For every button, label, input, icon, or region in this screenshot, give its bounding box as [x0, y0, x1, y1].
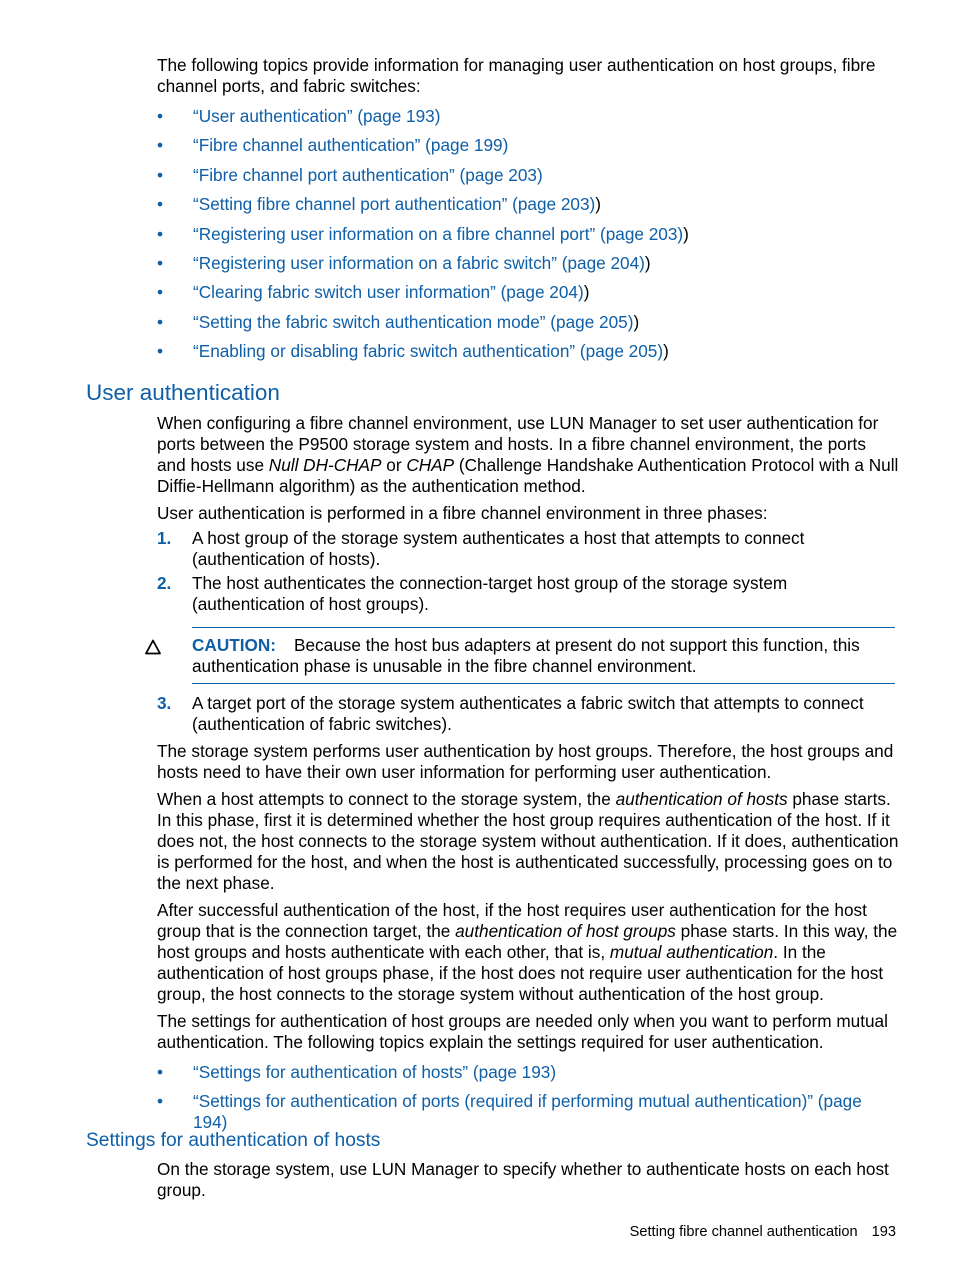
step-text: A host group of the storage system authenticates a host that attempts to connect (authentication of hosts).	[192, 528, 805, 569]
settings-link[interactable]: “Settings for authentication of ports (required if performing mutual authentication)” (page 194)	[193, 1091, 862, 1133]
step-number: 2.	[157, 573, 172, 593]
settings-link-list	[157, 1062, 899, 1133]
list-item	[157, 1091, 899, 1133]
settings-link[interactable]: “Settings for authentication of hosts” (page 193)	[193, 1062, 557, 1082]
caution-label: CAUTION:	[192, 635, 277, 655]
text-run: or	[381, 455, 407, 475]
step-number: 1.	[157, 528, 172, 548]
step-text: The host authenticates the connection-target host group of the storage system (authentication of host groups).	[192, 573, 788, 614]
bullet-icon: •	[157, 1091, 164, 1112]
bullet-icon: •	[157, 282, 164, 303]
text-run: . In the authentication of host groups phase, if the host does not require user authentication for the host group, the host connects to the storage system without authentication of the host group.	[157, 942, 884, 1004]
bullet-icon: •	[157, 164, 164, 185]
topic-link[interactable]: “Clearing fabric switch user information” (page 204)	[193, 282, 584, 303]
link-suffix: )	[633, 311, 640, 332]
footer-title: Setting fibre channel authentication	[629, 1224, 858, 1240]
bullet-icon: •	[157, 223, 164, 244]
warning-triangle-icon	[144, 638, 162, 656]
link-suffix: )	[663, 341, 669, 362]
step-number: 3.	[157, 693, 172, 713]
text-run: When configuring a fibre channel environment, use LUN Manager to set user authentication for ports between the P9500 storage system and hosts. In a fibre channel environment, the ports and hosts use	[157, 413, 879, 475]
config-paragraph	[157, 413, 899, 497]
list-item	[157, 224, 899, 253]
hosts-paragraph: On the storage system, use LUN Manager to specify whether to authenticate hosts on each host group.	[157, 1159, 889, 1200]
step-text: A target port of the storage system authenticates a fabric switch that attempts to connect (authentication of fabric switches).	[192, 693, 864, 734]
bullet-icon: •	[157, 341, 164, 362]
bullet-icon: •	[157, 1062, 164, 1082]
page-number: 193	[871, 1224, 896, 1240]
topic-link-list	[157, 106, 899, 371]
step-item	[157, 573, 899, 615]
list-item	[157, 1062, 899, 1091]
subsection-heading: Settings for authentication of hosts	[86, 1130, 381, 1151]
text-run: phase starts. In this phase, first it is determined whether the host group requires authentication of the host. If it does not, the host connects to the storage system without authentication. If it does, authentication is performed for the host, and when the host is authenticated successfully, processing goes on to the next phase.	[157, 789, 899, 893]
text-run: (Challenge Handshake Authentication Protocol with a Null Diffie-Hellmann algorithm) as the authentication method.	[157, 455, 899, 496]
topic-link[interactable]: “Registering user information on a fibre channel port” (page 203)	[193, 223, 684, 244]
host-groups-paragraph: The storage system performs user authentication by host groups. Therefore, the host groups and hosts need to have their own user information for performing user authentication.	[157, 741, 894, 782]
link-suffix: )	[595, 194, 601, 215]
emphasis: Null DH-CHAP	[268, 455, 382, 475]
caution-box	[192, 627, 895, 684]
list-item	[157, 341, 899, 370]
text-run: phase starts. In this way, the host groups and hosts authenticate with each other, that is,	[157, 921, 898, 962]
topic-link[interactable]: “Enabling or disabling fabric switch authentication” (page 205)	[193, 341, 664, 362]
list-item	[157, 165, 899, 194]
link-suffix: )	[683, 223, 689, 244]
topic-link[interactable]: “User authentication” (page 193)	[193, 106, 441, 126]
topic-link[interactable]: “Fibre channel port authentication” (page 203)	[193, 164, 543, 185]
bullet-icon: •	[157, 311, 164, 332]
text-run: After successful authentication of the host, if the host requires user authentication for the host group that is the connection target, the	[157, 900, 867, 941]
section-heading: User authentication	[86, 380, 280, 405]
caution-text: Because the host bus adapters at present do not support this function, this authentication phase is unusable in the fibre channel environment.	[192, 635, 860, 676]
intro-paragraph: The following topics provide information for managing user authentication on host groups, fibre channel ports, and fabric switches:	[157, 55, 876, 96]
list-item	[157, 312, 899, 341]
topic-link[interactable]: “Registering user information on a fabric switch” (page 204)	[193, 252, 645, 273]
emphasis: mutual authentication	[609, 942, 774, 962]
page-footer	[630, 1222, 896, 1243]
topic-link[interactable]: “Setting the fabric switch authentication mode” (page 205)	[193, 311, 634, 332]
list-item	[157, 194, 899, 223]
emphasis: authentication of hosts	[615, 789, 788, 809]
topic-link[interactable]: “Fibre channel authentication” (page 199)	[193, 135, 509, 156]
host-auth-paragraph	[157, 789, 899, 894]
list-item	[157, 106, 899, 135]
emphasis: authentication of host groups	[455, 921, 676, 941]
bullet-icon: •	[157, 135, 164, 156]
topic-link[interactable]: “Setting fibre channel port authentication” (page 203)	[193, 194, 596, 215]
link-suffix: )	[583, 282, 590, 303]
bullet-icon: •	[157, 252, 164, 273]
phases-intro: User authentication is performed in a fibre channel environment in three phases:	[157, 503, 768, 523]
text-run: When a host attempts to connect to the storage system, the	[157, 789, 616, 809]
mutual-auth-paragraph	[157, 900, 899, 1005]
link-suffix: )	[644, 252, 651, 273]
list-item	[157, 135, 899, 164]
emphasis: CHAP	[406, 455, 455, 475]
list-item	[157, 282, 899, 311]
step-item	[157, 528, 899, 570]
step-item	[157, 693, 899, 735]
list-item	[157, 253, 899, 282]
bullet-icon: •	[157, 106, 164, 126]
settings-paragraph: The settings for authentication of host groups are needed only when you want to perform mutual authentication. The following topics explain the settings required for user authentication.	[157, 1011, 888, 1052]
bullet-icon: •	[157, 194, 164, 215]
